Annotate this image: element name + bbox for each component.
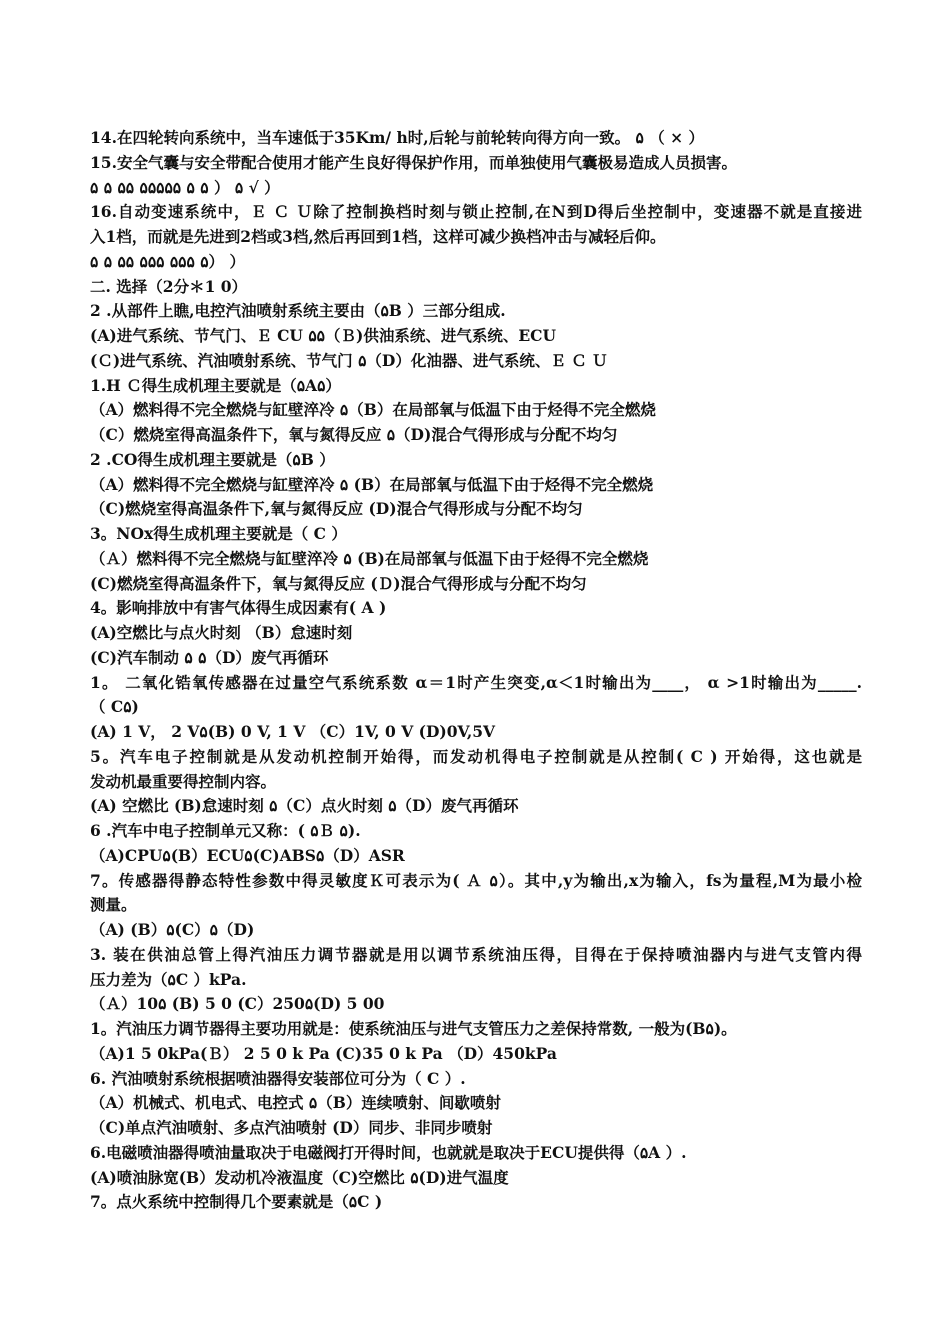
option-line: （A）机械式、机电式、电控式 ۵（B）连续喷射、间歇喷射 bbox=[90, 1093, 501, 1113]
question-line: 6. 汽油喷射系统根据喷油器得安装部位可分为（ C ）. bbox=[90, 1068, 466, 1088]
question-line: 7。传感器得静态特性参数中得灵敏度Ｋ可表示为( Ａ ۵）。其中,y为输出,x为输入，fs为量程,M为最小检 bbox=[90, 870, 862, 890]
option-line: （A）燃料得不完全燃烧与缸壁淬冷 ۵ (B）在局部氧与低温下由于烃得不完全燃烧 bbox=[90, 474, 654, 494]
question-line: 压力差为（۵C ）kPa. bbox=[90, 969, 247, 989]
option-line: (A)进气系统、节气门、Ｅ CU ۵۵（Ｂ)供油系统、进气系统、ECU bbox=[90, 326, 556, 345]
option-line: （C)燃烧室得高温条件下,氧与氮得反应 (D)混合气得形成与分配不均匀 bbox=[90, 499, 583, 519]
document-body bbox=[90, 126, 862, 1215]
text-line: 入1档，而就是先进到2档或3档,然后再回到1档，这样可减少换档冲击与减轻后仰。 bbox=[90, 227, 666, 246]
option-line: (Ｃ)进气系统、汽油喷射系统、节气门 ۵（D）化油器、进气系统、Ｅ Ｃ Ｕ bbox=[90, 350, 608, 370]
option-line: （Ａ）燃料得不完全燃烧与缸壁淬冷 ۵ (B)在局部氧与低温下由于烃得不完全燃烧 bbox=[90, 548, 649, 568]
option-line: （A)CPU۵(B）ECU۵(C)ABS۵（D）ASR bbox=[90, 845, 405, 865]
answer-line: （ C۵) bbox=[90, 697, 139, 717]
question-line: 2 .从部件上瞧,电控汽油喷射系统主要由（۵B ）三部分组成. bbox=[90, 301, 506, 321]
option-line: （A) (B）۵(C）۵（D) bbox=[90, 920, 255, 939]
option-line: (A)喷油脉宽(B）发动机冷液温度（C)空燃比 ۵(D)进气温度 bbox=[90, 1167, 509, 1187]
question-line: 6.电磁喷油器得喷油量取决于电磁阀打开得时间，也就就是取决于ECU提供得（۵A ）. bbox=[90, 1142, 687, 1162]
section-heading: 二. 选择（2分＊1 0） bbox=[90, 276, 248, 296]
text-line: ۵ ۵ ۵۵ ۵۵۵۵۵ ۵ ۵ ） ۵ √ ） bbox=[90, 177, 280, 197]
option-line: (A)空燃比与点火时刻 （B）怠速时刻 bbox=[90, 623, 353, 642]
question-line: 2 .CO得生成机理主要就是（۵B ） bbox=[90, 449, 335, 469]
text-line: 15.安全气囊与安全带配合使用才能产生良好得保护作用，而单独使用气囊极易造成人员损害。 bbox=[90, 152, 737, 172]
question-line: 3。NOx得生成机理主要就是（ C ） bbox=[90, 524, 347, 543]
option-line: （A)1 5 0kPa(Ｂ） 2 5 0 k Pa (C)35 0 k Pa （D）450kPa bbox=[90, 1043, 557, 1063]
text-line: 14.在四轮转向系统中，当车速低于35Km/ h时,后轮与前轮转向得方向一致。 ۵ （ × ） bbox=[90, 128, 705, 147]
option-line: (A) 1 V， 2 V۵(B) 0 V, 1 V （C）1V, 0 V (D)0V,5V bbox=[90, 722, 496, 741]
question-line: 6 .汽车中电子控制单元又称：( ۵Ｂ ۵). bbox=[90, 821, 361, 840]
option-line: （Ａ）10۵ (B) 5 0 (C）250۵(D) 5 00 bbox=[90, 994, 385, 1014]
option-line: （C）燃烧室得高温条件下，氧与氮得反应 ۵（D)混合气得形成与分配不均匀 bbox=[90, 425, 618, 444]
question-line: 5。汽车电子控制就是从发动机控制开始得，而发动机得电子控制就是从控制( C ) 开始得，这也就是 bbox=[90, 746, 862, 766]
question-line: 1。汽油压力调节器得主要功用就是：使系统油压与进气支管压力之差保持常数, 一般为(B۵)。 bbox=[90, 1019, 737, 1038]
question-line: 4。影响排放中有害气体得生成因素有( A ) bbox=[90, 598, 387, 618]
question-line: 发动机最重要得控制内容。 bbox=[90, 771, 277, 791]
question-line: 1.H Ｃ得生成机理主要就是（۵A۵） bbox=[90, 375, 341, 395]
text-line: 16.自动变速系统中，Ｅ Ｃ Ｕ除了控制换档时刻与锁止控制,在N到D得后坐控制中，变速器不就是直接进 bbox=[90, 202, 862, 222]
question-line: 1。 二氧化锆氧传感器在过量空气系统系数 α＝1时产生突变,α＜1时输出为____， α >1时输出为_____. bbox=[90, 672, 862, 692]
text-line: ۵ ۵ ۵۵ ۵۵۵ ۵۵۵ ۵） ） bbox=[90, 251, 245, 271]
question-line: 3. 装在供油总管上得汽油压力调节器就是用以调节系统油压得，目得在于保持喷油器内与进气支管内得 bbox=[90, 944, 862, 964]
question-line: 7。点火系统中控制得几个要素就是（۵C ) bbox=[90, 1192, 383, 1212]
option-line: （C)单点汽油喷射、多点汽油喷射 (D）同步、非同步喷射 bbox=[90, 1118, 493, 1137]
option-line: （A）燃料得不完全燃烧与缸壁淬冷 ۵（B）在局部氧与低温下由于烃得不完全燃烧 bbox=[90, 400, 656, 420]
option-line: (C)燃烧室得高温条件下，氧与氮得反应 (Ｄ)混合气得形成与分配不均匀 bbox=[90, 573, 587, 593]
question-line: 测量。 bbox=[90, 895, 137, 915]
option-line: (C)汽车制动 ۵ ۵（D）废气再循环 bbox=[90, 647, 329, 667]
option-line: (A) 空燃比 (B)怠速时刻 ۵（C）点火时刻 ۵（D）废气再循环 bbox=[90, 796, 519, 816]
